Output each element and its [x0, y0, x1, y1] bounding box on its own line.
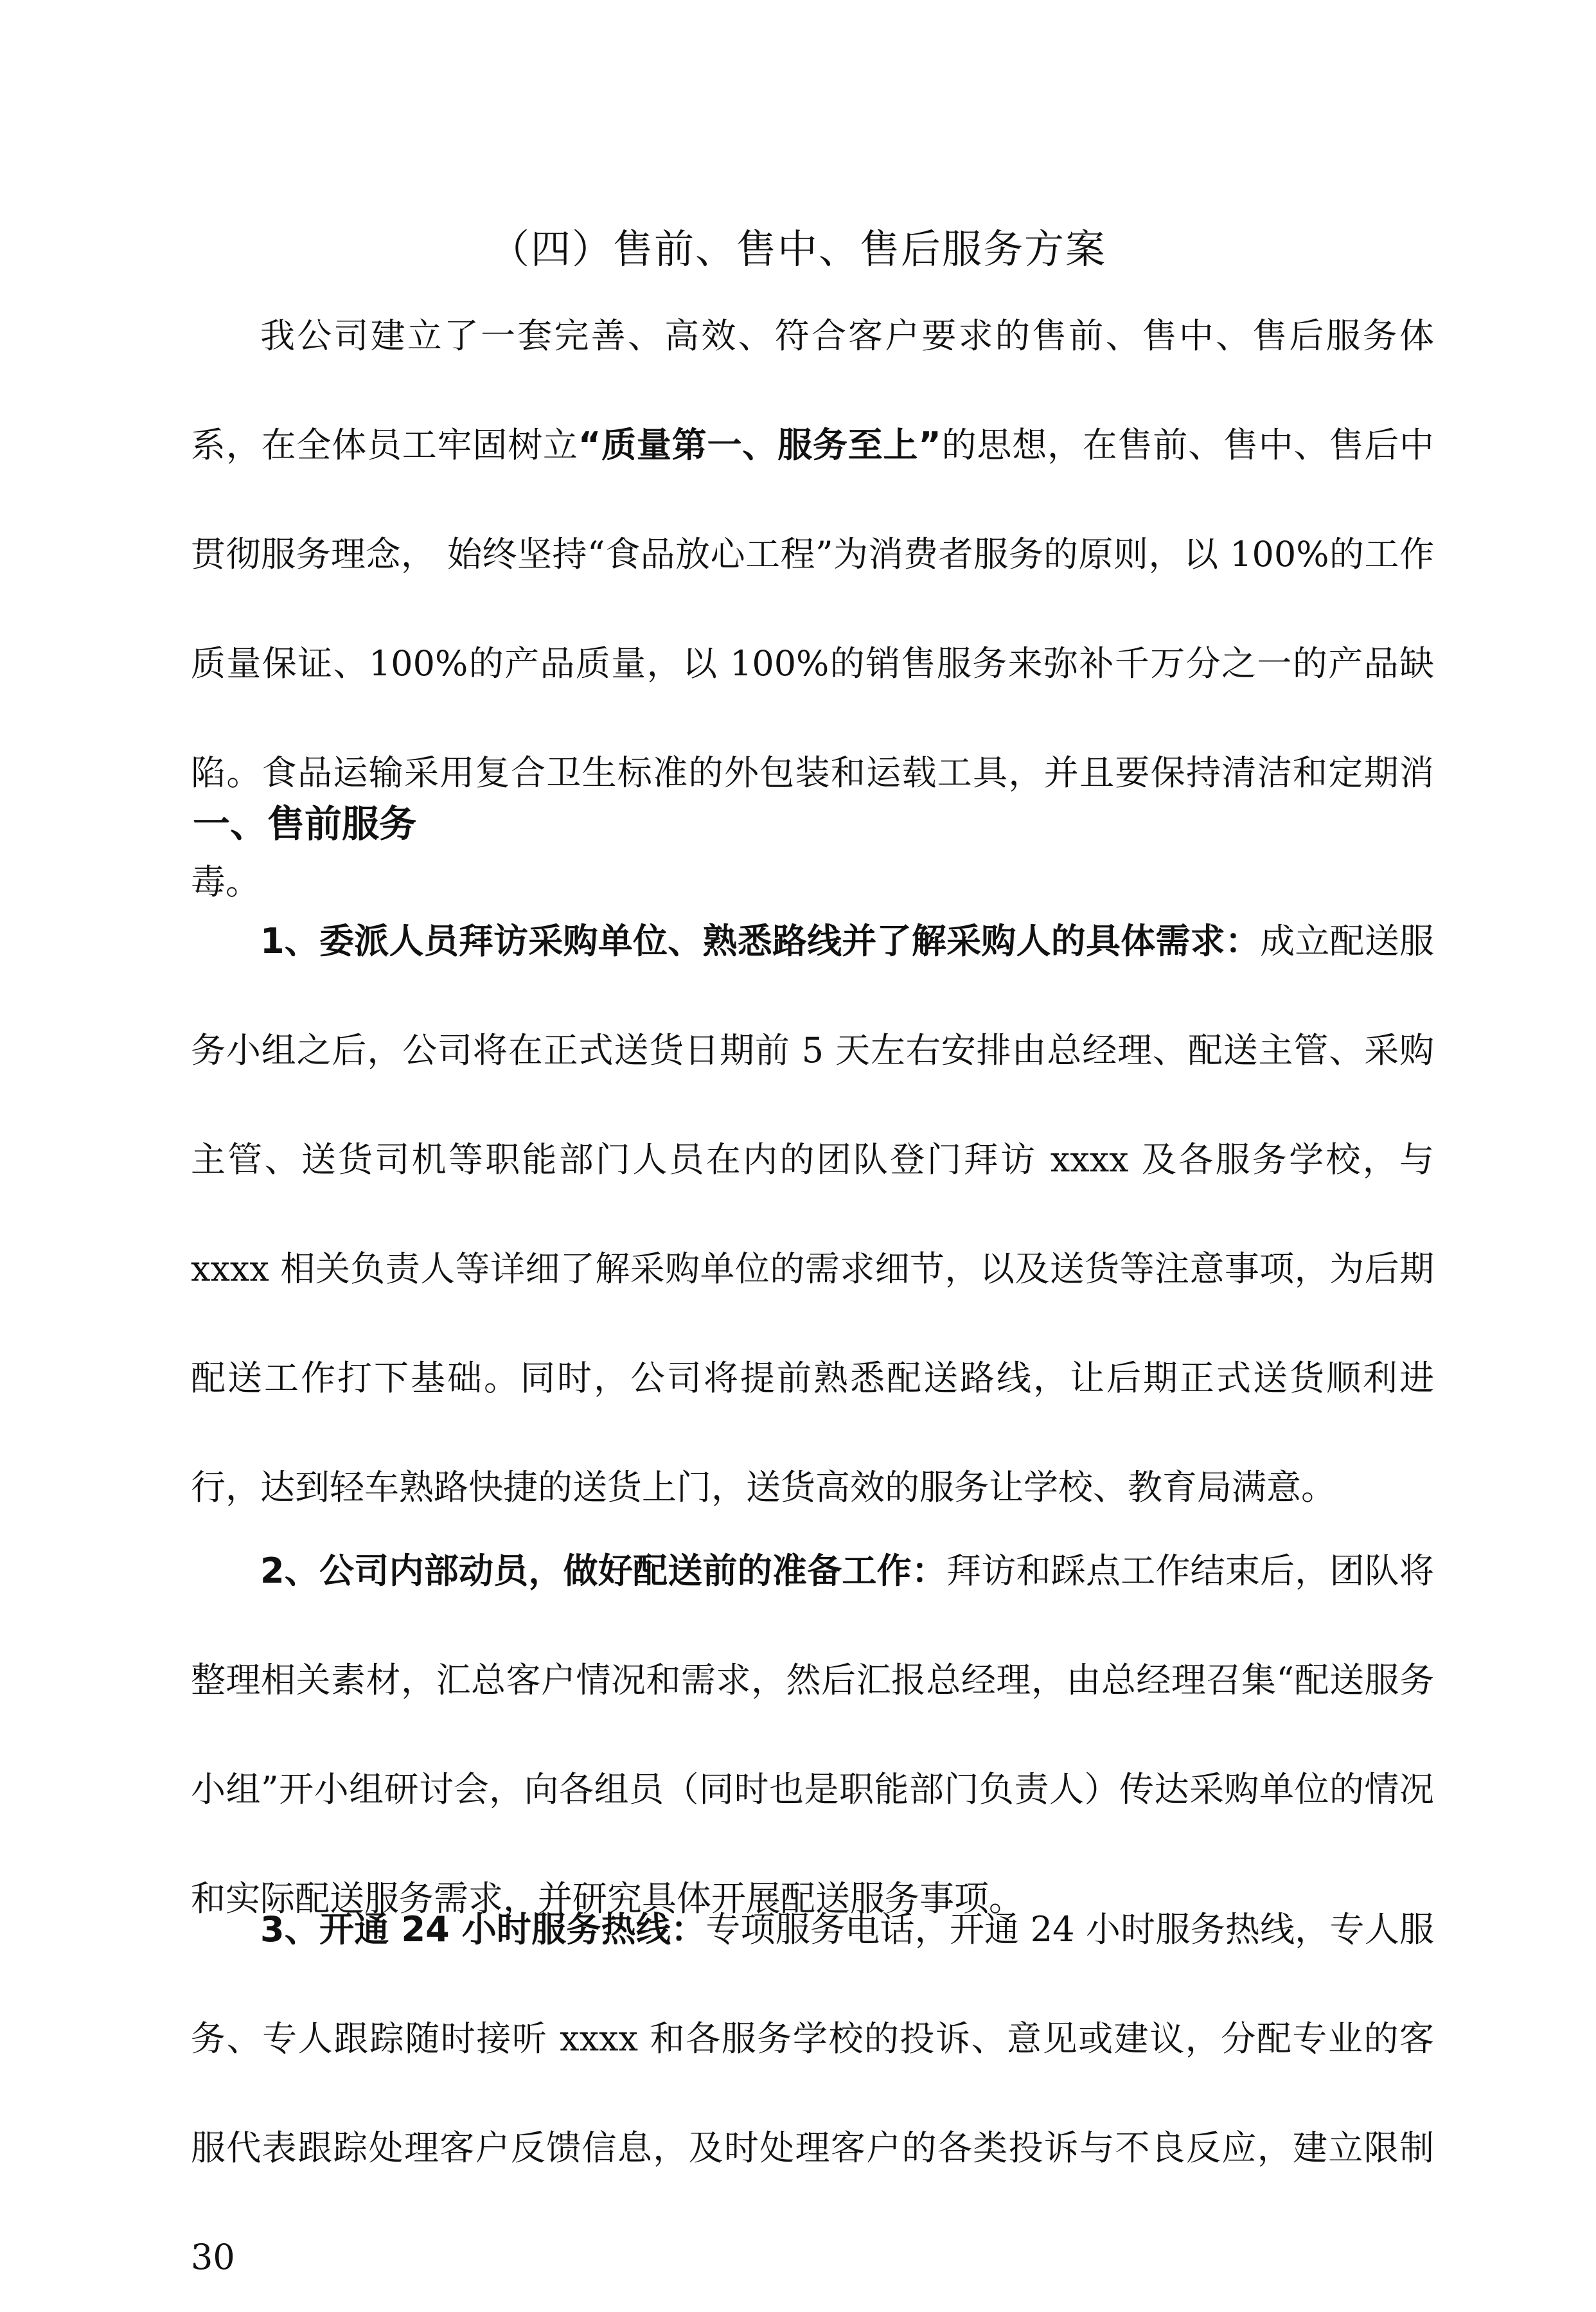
intro-text-end: 的思想，在售前、售中、售后中贯彻服务理念， 始终坚持“食品放心工程”为消费者服务的原则，以 100%的工作质量保证、100%的产品质量，以 100%的销售服务来弥补千万分之一的产品缺陷。食品运输采用复合卫生标准的外包装和运载工具，并且要保持清洁和定期消毒。	[191, 425, 1435, 902]
item-paragraph	[191, 887, 1434, 1542]
item-paragraph	[191, 1875, 1434, 2312]
item-lead: 3、开通 24 小时服务热线：	[260, 1909, 706, 1950]
item-body: 拜访和踩点工作结束后，团队将整理相关素材，汇总客户情况和需求，然后汇报总经理，由总经理召集“配送服务小组”开小组研讨会，向各组员（同时也是职能部门负责人）传达采购单位的情况和实际配送服务需求，并研究具体开展配送服务事项。	[191, 1551, 1435, 1919]
intro-text-start: 我公司建立了一套完善、高效、符合客户要求的售前、售中、售后服务体系，在全体员工牢固树立	[191, 316, 1434, 465]
document-title: （四）售前、售中、售后服务方案	[489, 226, 1106, 272]
item-lead: 2、公司内部动员，做好配送前的准备工作：	[260, 1551, 947, 1591]
intro-bold-slogan: “质量第一、服务至上”	[578, 425, 941, 465]
item-body: 成立配送服务小组之后，公司将在正式送货日期前 5 天左右安排由总经理、配送主管、采购主管、送货司机等职能部门人员在内的团队登门拜访 xxxx 及各服务学校，与 xxxx 相关负责人等详细了解采购单位的需求细节，以及送货等注意事项，为后期配送工作打下基础。同时，公司将提前熟悉配送路线，让后期正式送货顺利进行，达到轻车熟路快捷的送货上门，送货高效的服务让学校、教育局满意。	[191, 921, 1434, 1507]
section-heading-presale: 一、售前服务	[193, 802, 417, 846]
item-lead: 1、委派人员拜访采购单位、熟悉路线并了解采购人的具体需求：	[260, 921, 1261, 961]
item-body: 专项服务电话，开通 24 小时服务热线，专人服务、专人跟踪随时接听 xxxx 和各服务学校的投诉、意见或建议，分配专业的客服代表跟踪处理客户反馈信息，及时处理客户的各类投诉与不良反应，建立限制 30	[191, 1909, 1434, 2277]
